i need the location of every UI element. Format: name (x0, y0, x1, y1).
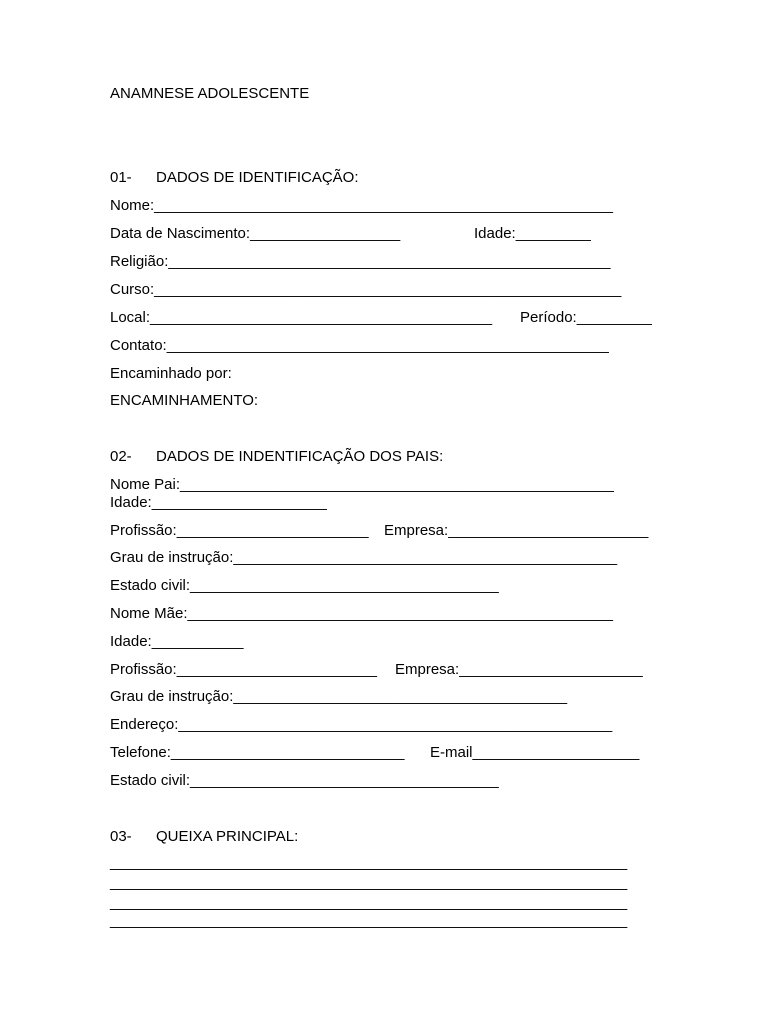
estado-civil-mae-field[interactable]: Estado civil:_____________________________________ (110, 772, 499, 789)
empresa-pai-field[interactable]: Empresa:________________________ (384, 522, 649, 539)
section-2-header (110, 448, 443, 466)
nome-field[interactable]: Nome:_______________________________________________________ (110, 197, 614, 214)
profissao-mae-field[interactable]: Profissão:________________________ (110, 661, 377, 678)
data-nascimento-field[interactable]: Data de Nascimento:__________________ (110, 225, 401, 242)
section-3-header (110, 828, 298, 846)
estado-civil-pai-field[interactable]: Estado civil:_____________________________________ (110, 577, 499, 594)
section-1-number: 01- (110, 169, 132, 186)
religiao-field[interactable]: Religião:_____________________________________________________ (110, 253, 611, 270)
queixa-line[interactable]: ______________________________________________________________ (110, 874, 628, 891)
section-2-number: 02- (110, 448, 132, 465)
curso-field[interactable]: Curso:________________________________________________________ (110, 281, 622, 298)
section-1-heading: DADOS DE IDENTIFICAÇÃO: (156, 169, 359, 186)
queixa-line[interactable]: ______________________________________________________________ (110, 912, 628, 929)
encaminhado-por-label: Encaminhado por: (110, 365, 232, 382)
endereco-field[interactable]: Endereço:____________________________________________________ (110, 716, 613, 733)
telefone-field[interactable]: Telefone:____________________________ (110, 744, 405, 761)
section-1-header (110, 169, 359, 187)
idade-pai-field[interactable]: Idade:_____________________ (110, 494, 327, 511)
section-2-heading: DADOS DE INDENTIFICAÇÃO DOS PAIS: (156, 448, 444, 465)
email-field[interactable]: E-mail____________________ (430, 744, 640, 761)
grau-instrucao-pai-field[interactable]: Grau de instrução:______________________________________________ (110, 549, 618, 566)
queixa-line[interactable]: ______________________________________________________________ (110, 894, 628, 911)
queixa-line[interactable]: ______________________________________________________________ (110, 854, 628, 871)
idade-mae-field[interactable]: Idade:___________ (110, 633, 244, 650)
contato-field[interactable]: Contato:_____________________________________________________ (110, 337, 609, 354)
section-3-heading: QUEIXA PRINCIPAL: (156, 828, 299, 845)
periodo-field[interactable]: Período:_________ (520, 309, 652, 326)
local-field[interactable]: Local:_________________________________________ (110, 309, 493, 326)
nome-mae-field[interactable]: Nome Mãe:___________________________________________________ (110, 605, 613, 622)
profissao-pai-field[interactable]: Profissão:_______________________ (110, 522, 369, 539)
empresa-mae-field[interactable]: Empresa:______________________ (395, 661, 643, 678)
document-title: ANAMNESE ADOLESCENTE (110, 85, 310, 102)
idade-field[interactable]: Idade:_________ (474, 225, 591, 242)
encaminhamento-label: ENCAMINHAMENTO: (110, 392, 259, 409)
nome-pai-field[interactable]: Nome Pai:____________________________________________________ (110, 476, 614, 493)
section-3-number: 03- (110, 828, 132, 845)
grau-instrucao-mae-field[interactable]: Grau de instrução:________________________________________ (110, 688, 568, 705)
